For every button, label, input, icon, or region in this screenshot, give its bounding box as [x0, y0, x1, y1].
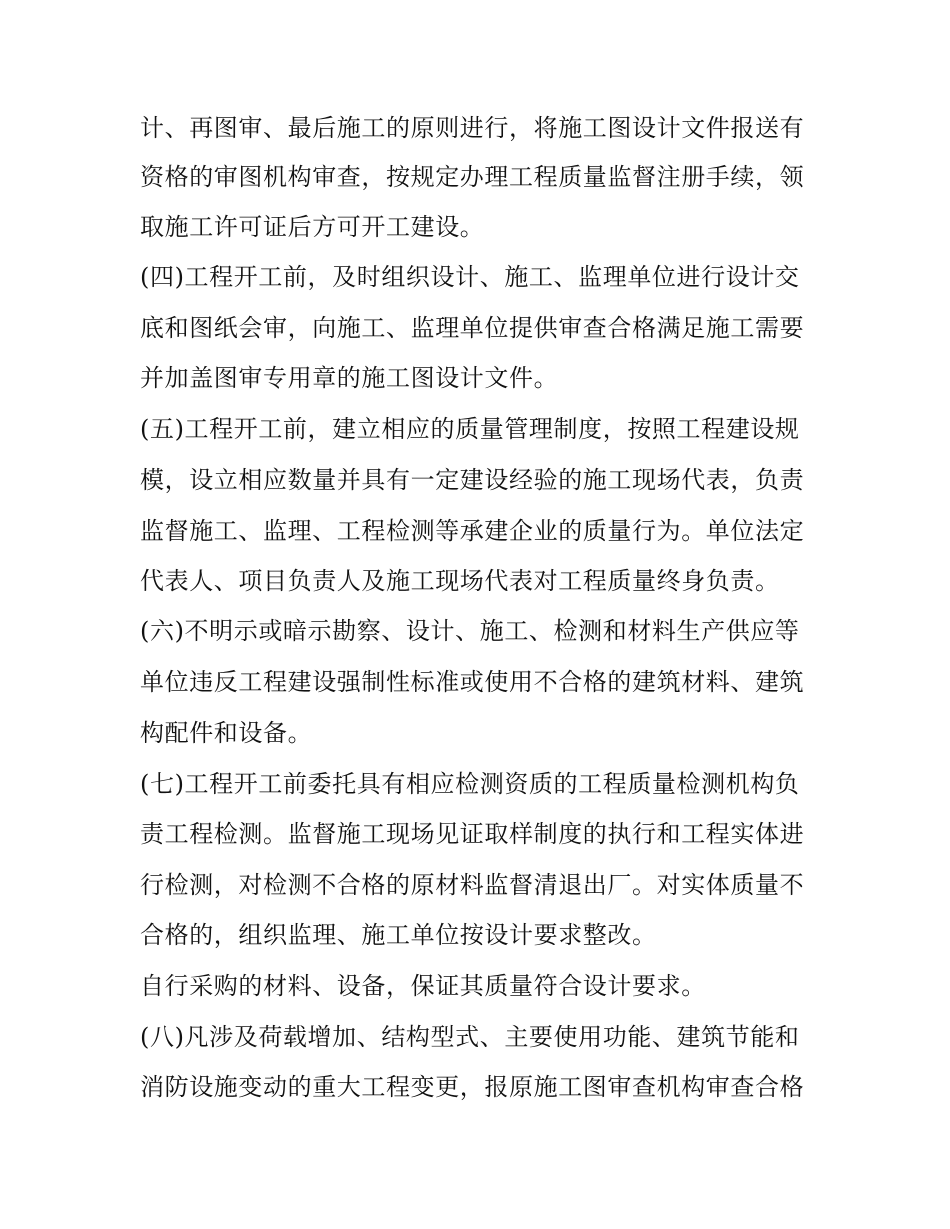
text-line: 代表人、项目负责人及施工现场代表对工程质量终身负责。	[140, 567, 780, 595]
text-line: 底和图纸会审，向施工、监理单位提供审查合格满足施工需要	[140, 314, 805, 342]
text-line: 资格的审图机构审查，按规定办理工程质量监督注册手续，领	[140, 163, 805, 191]
text-line: 模，设立相应数量并具有一定建设经验的施工现场代表，负责	[140, 466, 805, 494]
text-line: 计、再图审、最后施工的原则进行，将施工图设计文件报送有	[140, 114, 805, 142]
text-line: 单位违反工程建设强制性标准或使用不合格的建筑材料、建筑	[140, 668, 805, 696]
text-line: (五)工程开工前，建立相应的质量管理制度，按照工程建设规	[140, 415, 800, 443]
text-line: 责工程检测。监督施工现场见证取样制度的执行和工程实体进	[140, 820, 805, 848]
text-line: (七)工程开工前委托具有相应检测资质的工程质量检测机构负	[140, 770, 800, 798]
text-line: (六)不明示或暗示勘察、设计、施工、检测和材料生产供应等	[140, 617, 800, 645]
text-line: 行检测，对检测不合格的原材料监督清退出厂。对实体质量不	[140, 871, 805, 899]
text-line: 取施工许可证后方可开工建设。	[140, 213, 485, 241]
text-line: 监督施工、监理、工程检测等承建企业的质量行为。单位法定	[140, 517, 805, 545]
text-line: (八)凡涉及荷载增加、结构型式、主要使用功能、建筑节能和	[140, 1023, 800, 1051]
text-line: 消防设施变动的重大工程变更，报原施工图审查机构审查合格	[140, 1073, 805, 1101]
text-line: (四)工程开工前，及时组织设计、施工、监理单位进行设计交	[140, 263, 800, 291]
text-line: 合格的，组织监理、施工单位按设计要求整改。	[140, 921, 657, 949]
text-line: 构配件和设备。	[140, 719, 313, 747]
text-line: 自行采购的材料、设备，保证其质量符合设计要求。	[140, 972, 706, 1000]
text-line: 并加盖图审专用章的施工图设计文件。	[140, 364, 559, 392]
